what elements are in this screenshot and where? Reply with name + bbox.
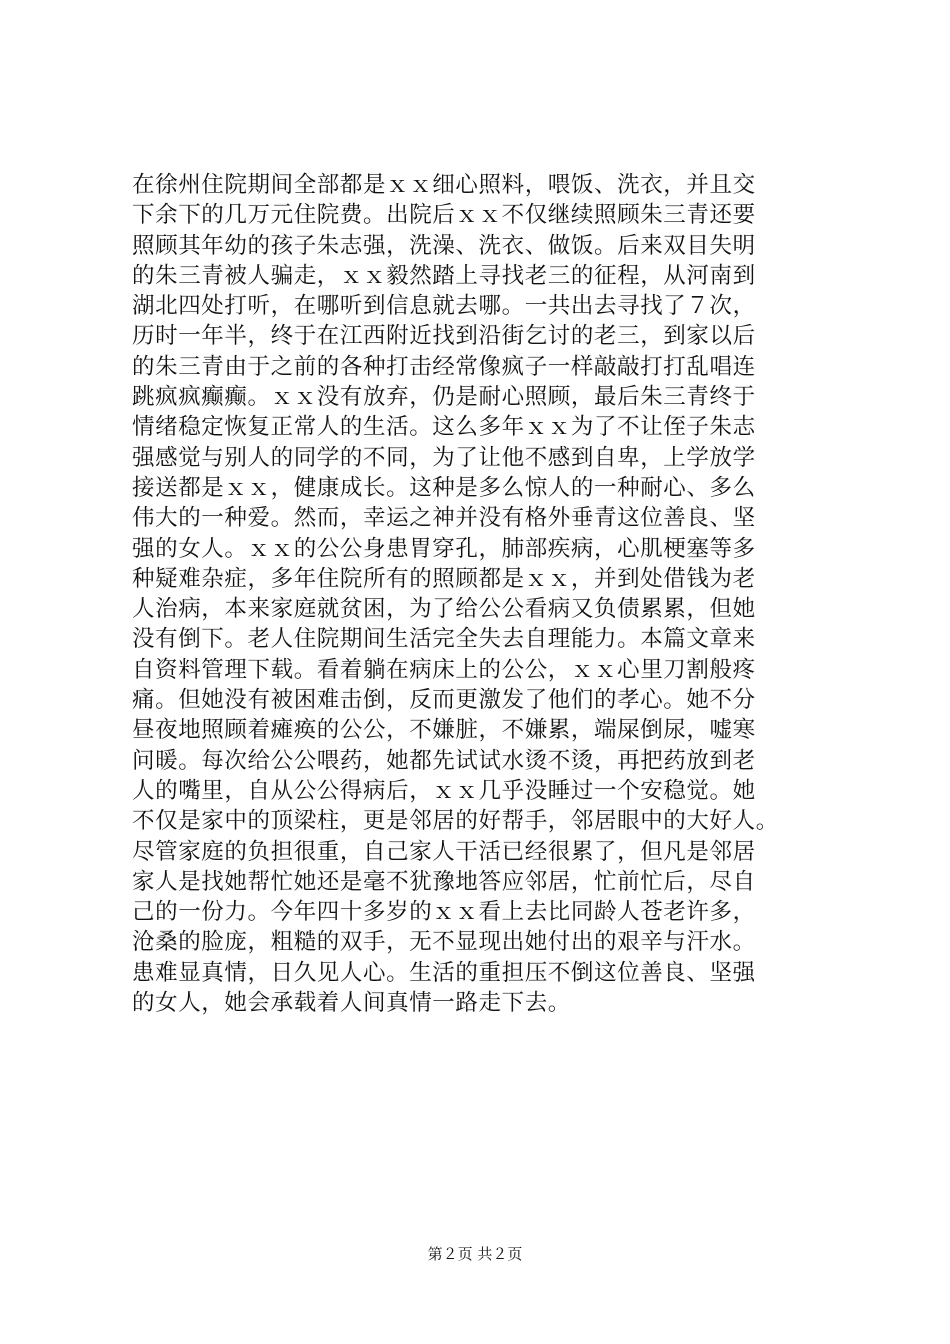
- text-line: 接送都是ｘｘ，健康成长。这种是多么惊人的一种耐心、多么: [132, 474, 756, 501]
- text-line: 家人是找她帮忙她还是毫不犹豫地答应邻居，忙前忙后，尽自: [132, 868, 756, 895]
- text-line: 的朱三青由于之前的各种打击经常像疯子一样敲敲打打乱唱连: [132, 353, 756, 380]
- text-line: 的朱三青被人骗走，ｘｘ毅然踏上寻找老三的征程，从河南到: [132, 262, 756, 289]
- text-line: 在徐州住院期间全部都是ｘｘ细心照料，喂饭、洗衣，并且交: [132, 172, 756, 198]
- page-number-footer: 第２页 共２页: [427, 1245, 523, 1263]
- text-line: 昼夜地照顾着瘫痪的公公，不嫌脏，不嫌累，端屎倒尿，嘘寒: [132, 717, 756, 744]
- text-line: 种疑难杂症，多年住院所有的照顾都是ｘｘ，并到处借钱为老: [132, 565, 756, 592]
- text-line: 人的嘴里，自从公公得病后，ｘｘ几乎没睡过一个安稳觉。她: [132, 777, 756, 804]
- text-line: 问暖。每次给公公喂药，她都先试试水烫不烫，再把药放到老: [132, 747, 756, 774]
- text-line: 照顾其年幼的孩子朱志强，洗澡、洗衣、做饭。后来双目失明: [132, 232, 756, 259]
- body-paragraph: [132, 170, 832, 1018]
- text-line: 尽管家庭的负担很重，自己家人干活已经很累了，但凡是邻居: [132, 838, 756, 865]
- text-line: 历时一年半，终于在江西附近找到沿街乞讨的老三，到家以后: [132, 323, 756, 350]
- text-line: 情绪稳定恢复正常人的生活。这么多年ｘｘ为了不让侄子朱志: [132, 414, 756, 441]
- text-line: 强感觉与别人的同学的不同，为了让他不感到自卑，上学放学: [132, 444, 756, 471]
- text-line: 己的一份力。今年四十多岁的ｘｘ看上去比同龄人苍老许多，: [132, 899, 756, 926]
- text-line: 跳疯疯癫癫。ｘｘ没有放弃，仍是耐心照顾，最后朱三青终于: [132, 384, 756, 411]
- text-line: 患难显真情，日久见人心。生活的重担压不倒这位善良、坚强: [132, 959, 756, 986]
- text-line: 强的女人。ｘｘ的公公身患胃穿孔，肺部疾病，心肌梗塞等多: [132, 535, 756, 562]
- text-line: 自资料管理下载。看着躺在病床上的公公，ｘｘ心里刀割般疼: [132, 656, 756, 683]
- text-line: 人治病，本来家庭就贫困，为了给公公看病又负债累累，但她: [132, 596, 756, 623]
- text-line: 痛。但她没有被困难击倒，反而更激发了他们的孝心。她不分: [132, 687, 756, 714]
- text-line: 不仅是家中的顶梁柱，更是邻居的好帮手，邻居眼中的大好人。: [132, 808, 779, 835]
- text-line: 伟大的一种爱。然而，幸运之神并没有格外垂青这位善良、坚: [132, 505, 756, 532]
- text-line: 的女人，她会承载着人间真情一路走下去。: [132, 990, 571, 1017]
- text-line: 湖北四处打听，在哪听到信息就去哪。一共出去寻找了７次，: [132, 293, 756, 320]
- text-line: 沧桑的脸庞，粗糙的双手，无不显现出她付出的艰辛与汗水。: [132, 929, 756, 956]
- text-line: 没有倒下。老人住院期间生活完全失去自理能力。本篇文章来: [132, 626, 756, 653]
- text-line: 下余下的几万元住院费。出院后ｘｘ不仅继续照顾朱三青还要: [132, 202, 756, 229]
